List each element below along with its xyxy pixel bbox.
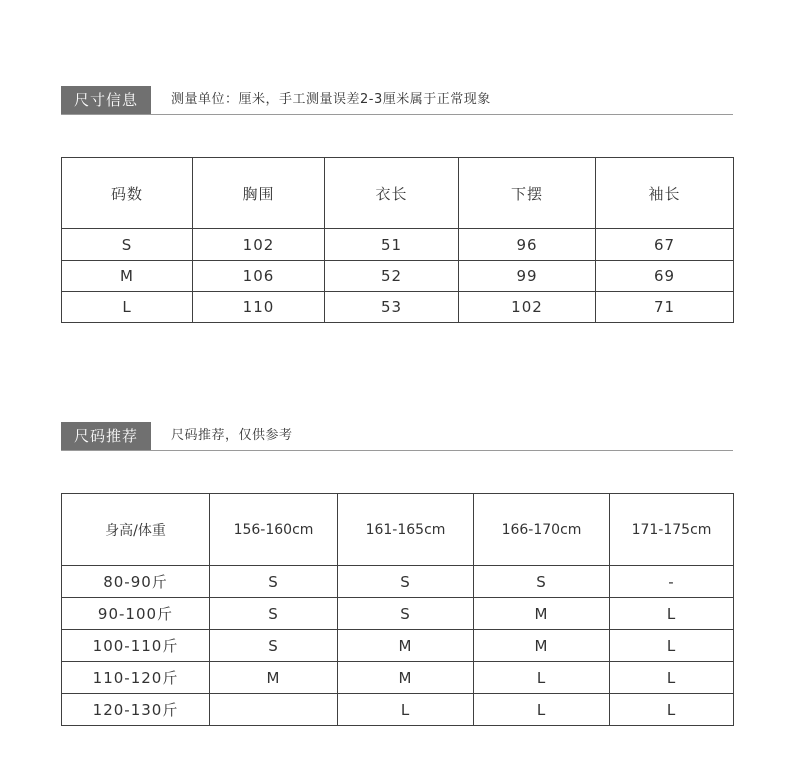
size-recommend-header (61, 422, 733, 451)
table-cell: 80-90斤 (62, 566, 210, 598)
table-cell: 69 (596, 261, 734, 292)
table-cell: S (474, 566, 610, 598)
size-recommend-table (61, 493, 734, 726)
table-cell: 90-100斤 (62, 598, 210, 630)
table-cell: M (62, 261, 193, 292)
table-cell: - (610, 566, 734, 598)
header-cell: 156-160cm (210, 494, 338, 566)
table-row (62, 598, 734, 630)
table-header-row (62, 158, 734, 229)
table-cell: S (338, 598, 474, 630)
table-cell: M (210, 662, 338, 694)
table-cell: 51 (325, 229, 459, 261)
table-cell: M (474, 630, 610, 662)
table-row (62, 694, 734, 726)
table-cell: L (610, 630, 734, 662)
table-row (62, 229, 734, 261)
size-info-table (61, 157, 734, 323)
table-cell: 53 (325, 292, 459, 323)
table-cell: M (338, 630, 474, 662)
header-cell: 衣长 (325, 158, 459, 229)
table-cell: 96 (459, 229, 596, 261)
header-cell: 胸围 (193, 158, 325, 229)
table-cell: 99 (459, 261, 596, 292)
table-row (62, 662, 734, 694)
table-row (62, 630, 734, 662)
header-cell: 166-170cm (474, 494, 610, 566)
table-cell: 67 (596, 229, 734, 261)
table-cell: 110 (193, 292, 325, 323)
header-cell: 身高/体重 (62, 494, 210, 566)
table-cell: L (610, 662, 734, 694)
table-row (62, 261, 734, 292)
table-cell: L (610, 694, 734, 726)
header-cell: 袖长 (596, 158, 734, 229)
table-cell: M (474, 598, 610, 630)
table-cell: S (210, 566, 338, 598)
table-cell: 120-130斤 (62, 694, 210, 726)
header-cell: 161-165cm (338, 494, 474, 566)
table-cell: 100-110斤 (62, 630, 210, 662)
table-cell: 71 (596, 292, 734, 323)
table-cell: S (210, 598, 338, 630)
table-cell: 52 (325, 261, 459, 292)
table-cell: S (62, 229, 193, 261)
table-cell: S (338, 566, 474, 598)
table-cell: L (338, 694, 474, 726)
table-cell: 102 (459, 292, 596, 323)
table-header-row (62, 494, 734, 566)
size-info-tag: 尺寸信息 (61, 86, 151, 114)
size-info-note: 测量单位：厘米，手工测量误差2-3厘米属于正常现象 (171, 92, 491, 107)
table-row (62, 566, 734, 598)
table-cell: L (62, 292, 193, 323)
table-cell: S (210, 630, 338, 662)
header-cell: 码数 (62, 158, 193, 229)
table-cell: L (474, 694, 610, 726)
table-cell: M (338, 662, 474, 694)
table-cell: L (610, 598, 734, 630)
table-cell: 106 (193, 261, 325, 292)
header-cell: 171-175cm (610, 494, 734, 566)
table-cell: 110-120斤 (62, 662, 210, 694)
size-info-header (61, 86, 733, 115)
size-recommend-note: 尺码推荐，仅供参考 (171, 428, 293, 443)
table-cell: 102 (193, 229, 325, 261)
table-cell: L (474, 662, 610, 694)
table-row (62, 292, 734, 323)
size-recommend-tag: 尺码推荐 (61, 422, 151, 450)
header-cell: 下摆 (459, 158, 596, 229)
table-cell (210, 694, 338, 726)
